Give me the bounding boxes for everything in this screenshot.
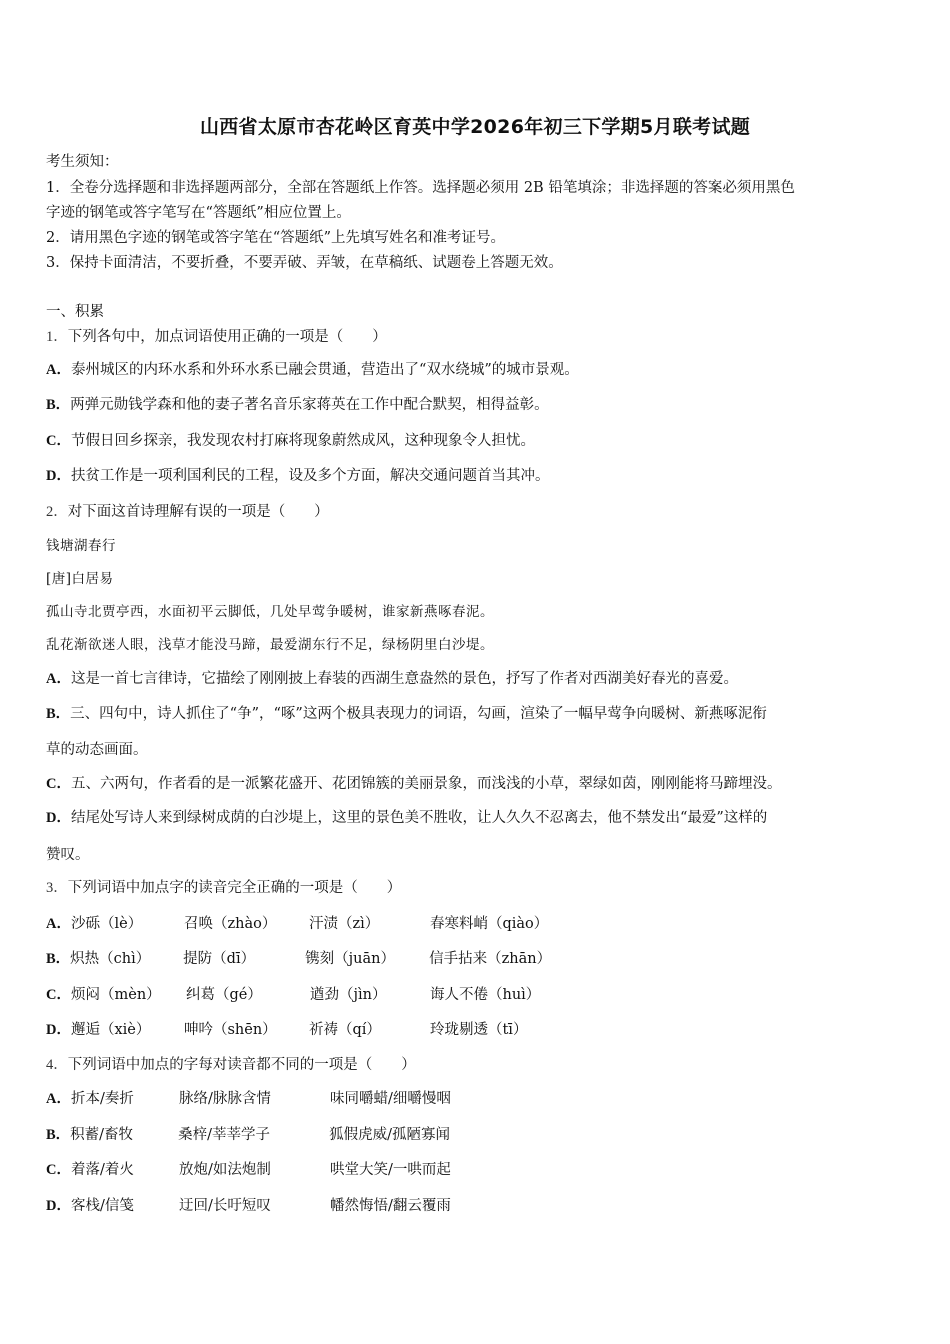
option-text: 结尾处写诗人来到绿树成荫的白沙堤上，这里的景色美不胜收，让人久久不忍离去，他不禁发出“最爱”这样的 xyxy=(70,810,768,826)
option-word: 烦闷（mèn） xyxy=(70,987,161,1003)
option-word: 着落/着火 xyxy=(70,1162,134,1178)
option-word: 迂回/长吁短叹 xyxy=(178,1198,271,1214)
option-label: C． xyxy=(46,1162,71,1178)
option-word: 纠葛（gé） xyxy=(185,987,262,1003)
section-heading: 一、积累 xyxy=(46,304,104,320)
option-label: D． xyxy=(46,1198,71,1214)
q2-option-d[interactable] xyxy=(46,808,767,828)
option-text: 节假日回乡探亲，我发现农村打麻将现象蔚然成风，这种现象令人担忧。 xyxy=(70,433,535,449)
option-word: 桑梓/莘莘学子 xyxy=(178,1127,271,1143)
exam-title: 山西省太原市杏花岭区育英中学2026年初三下学期5月联考试题 xyxy=(199,116,751,138)
option-label: B． xyxy=(46,706,71,722)
q2-number: 2． xyxy=(46,504,68,520)
notice-item-2: 2．请用黑色字迹的钢笔或答字笔在“答题纸”上先填写姓名和准考证号。 xyxy=(46,230,506,246)
option-label: A． xyxy=(46,671,71,687)
option-word: 提防（dī） xyxy=(183,951,256,967)
option-word: 玲珑剔透（tī） xyxy=(429,1022,528,1038)
option-word: 放炮/如法炮制 xyxy=(178,1162,271,1178)
q1-option-c[interactable] xyxy=(46,431,535,451)
q4-option-a[interactable] xyxy=(46,1089,451,1109)
notice-heading: 考生须知： xyxy=(46,154,119,170)
option-word: 狐假虎威/孤陋寡闻 xyxy=(329,1127,451,1143)
option-word: 幡然悔悟/翻云覆雨 xyxy=(329,1198,451,1214)
option-word: 呻吟（shēn） xyxy=(183,1022,277,1038)
option-label: D． xyxy=(46,468,71,484)
poem-title: 钱塘湖春行 xyxy=(46,538,116,554)
option-label: D． xyxy=(46,810,71,826)
q1-number: 1． xyxy=(46,329,68,345)
q1-stem-text: 下列各句中，加点词语使用正确的一项是（ ） xyxy=(67,329,387,345)
option-word: 汗渍（zì） xyxy=(308,916,380,932)
q2-stem-text: 对下面这首诗理解有误的一项是（ ） xyxy=(67,504,329,520)
option-label: A． xyxy=(46,1091,71,1107)
option-label: C． xyxy=(46,987,71,1003)
q4-option-d[interactable] xyxy=(46,1196,451,1216)
option-text: 五、六两句，作者看的是一派繁花盛开、花团锦簇的美丽景象，而浅浅的小草，翠绿如茵，刚刚能将马蹄埋没。 xyxy=(70,776,782,792)
option-word: 折本/奏折 xyxy=(70,1091,134,1107)
q3-option-d[interactable] xyxy=(46,1020,527,1040)
q3-stem-text: 下列词语中加点字的读音完全正确的一项是（ ） xyxy=(67,880,402,896)
q1-stem xyxy=(46,327,387,347)
q2-option-a[interactable] xyxy=(46,669,738,689)
q4-number: 4． xyxy=(46,1057,68,1073)
option-word: 客栈/信笺 xyxy=(70,1198,134,1214)
poem-author: [唐]白居易 xyxy=(46,571,114,587)
option-word: 哄堂大笑/一哄而起 xyxy=(329,1162,451,1178)
option-word: 祈祷（qí） xyxy=(308,1022,381,1038)
option-label: A． xyxy=(46,916,71,932)
option-label: B． xyxy=(46,1127,71,1143)
option-word: 沙砾（lè） xyxy=(70,916,143,932)
option-word: 积蓄/畜牧 xyxy=(70,1127,134,1143)
option-word: 邂逅（xiè） xyxy=(70,1022,151,1038)
q1-option-b[interactable] xyxy=(46,395,549,415)
option-text: 三、四句中，诗人抓住了“争”，“啄”这两个极具表现力的词语，勾画，渲染了一幅早莺争向暖树、新燕啄泥衔 xyxy=(70,706,767,722)
option-word: 镌刻（juān） xyxy=(305,951,395,967)
option-label: B． xyxy=(46,397,71,413)
q1-option-a[interactable] xyxy=(46,360,579,380)
option-word: 味同嚼蜡/细嚼慢咽 xyxy=(329,1091,451,1107)
option-label: D． xyxy=(46,1022,71,1038)
q4-option-b[interactable] xyxy=(46,1125,450,1145)
option-text: 泰州城区的内环水系和外环水系已融会贯通，营造出了“双水绕城”的城市景观。 xyxy=(70,362,579,378)
q3-stem xyxy=(46,878,401,898)
notice-item-3: 3．保持卡面清洁，不要折叠，不要弄破、弄皱，在草稿纸、试题卷上答题无效。 xyxy=(46,255,563,271)
q4-stem-text: 下列词语中加点的字每对读音都不同的一项是（ ） xyxy=(67,1057,416,1073)
q2-option-b[interactable] xyxy=(46,704,767,724)
q2-option-b-cont: 草的动态画面。 xyxy=(46,742,148,758)
q3-option-c[interactable] xyxy=(46,985,540,1005)
poem-line-1: 孤山寺北贾亭西，水面初平云脚低，几处早莺争暖树，谁家新燕啄春泥。 xyxy=(46,604,494,620)
option-word: 诲人不倦（huì） xyxy=(429,987,541,1003)
option-label: C． xyxy=(46,433,71,449)
q2-stem xyxy=(46,502,329,522)
q4-option-c[interactable] xyxy=(46,1160,451,1180)
q2-option-d-cont: 赞叹。 xyxy=(46,847,90,863)
option-label: A． xyxy=(46,362,71,378)
q3-option-a[interactable] xyxy=(46,914,548,934)
poem-line-2: 乱花渐欲迷人眼，浅草才能没马蹄，最爱湖东行不足，绿杨阴里白沙堤。 xyxy=(46,637,494,653)
option-label: C． xyxy=(46,776,71,792)
q4-stem xyxy=(46,1055,416,1075)
option-text: 两弹元勋钱学森和他的妻子著名音乐家蒋英在工作中配合默契，相得益彰。 xyxy=(70,397,549,413)
option-word: 遒劲（jìn） xyxy=(309,987,387,1003)
option-word: 炽热（chì） xyxy=(70,951,151,967)
q3-number: 3． xyxy=(46,880,68,896)
option-text: 这是一首七言律诗，它描绘了刚刚披上春装的西湖生意盎然的景色，抒写了作者对西湖美好春光的喜爱。 xyxy=(70,671,738,687)
option-text: 扶贫工作是一项利国利民的工程，设及多个方面，解决交通问题首当其冲。 xyxy=(70,468,550,484)
q1-option-d[interactable] xyxy=(46,466,549,486)
option-word: 信手拈来（zhān） xyxy=(429,951,552,967)
q2-option-c[interactable] xyxy=(46,774,781,794)
option-word: 脉络/脉脉含情 xyxy=(178,1091,271,1107)
notice-item-1-cont: 字迹的钢笔或答字笔写在“答题纸”相应位置上。 xyxy=(46,205,351,221)
q3-option-b[interactable] xyxy=(46,949,551,969)
notice-item-1: 1．全卷分选择题和非选择题两部分，全部在答题纸上作答。选择题必须用 2B 铅笔填涂；非选择题的答案必须用黑色 xyxy=(46,180,795,196)
option-label: B． xyxy=(46,951,71,967)
option-word: 召唤（zhào） xyxy=(183,916,277,932)
option-word: 春寒料峭（qiào） xyxy=(429,916,549,932)
